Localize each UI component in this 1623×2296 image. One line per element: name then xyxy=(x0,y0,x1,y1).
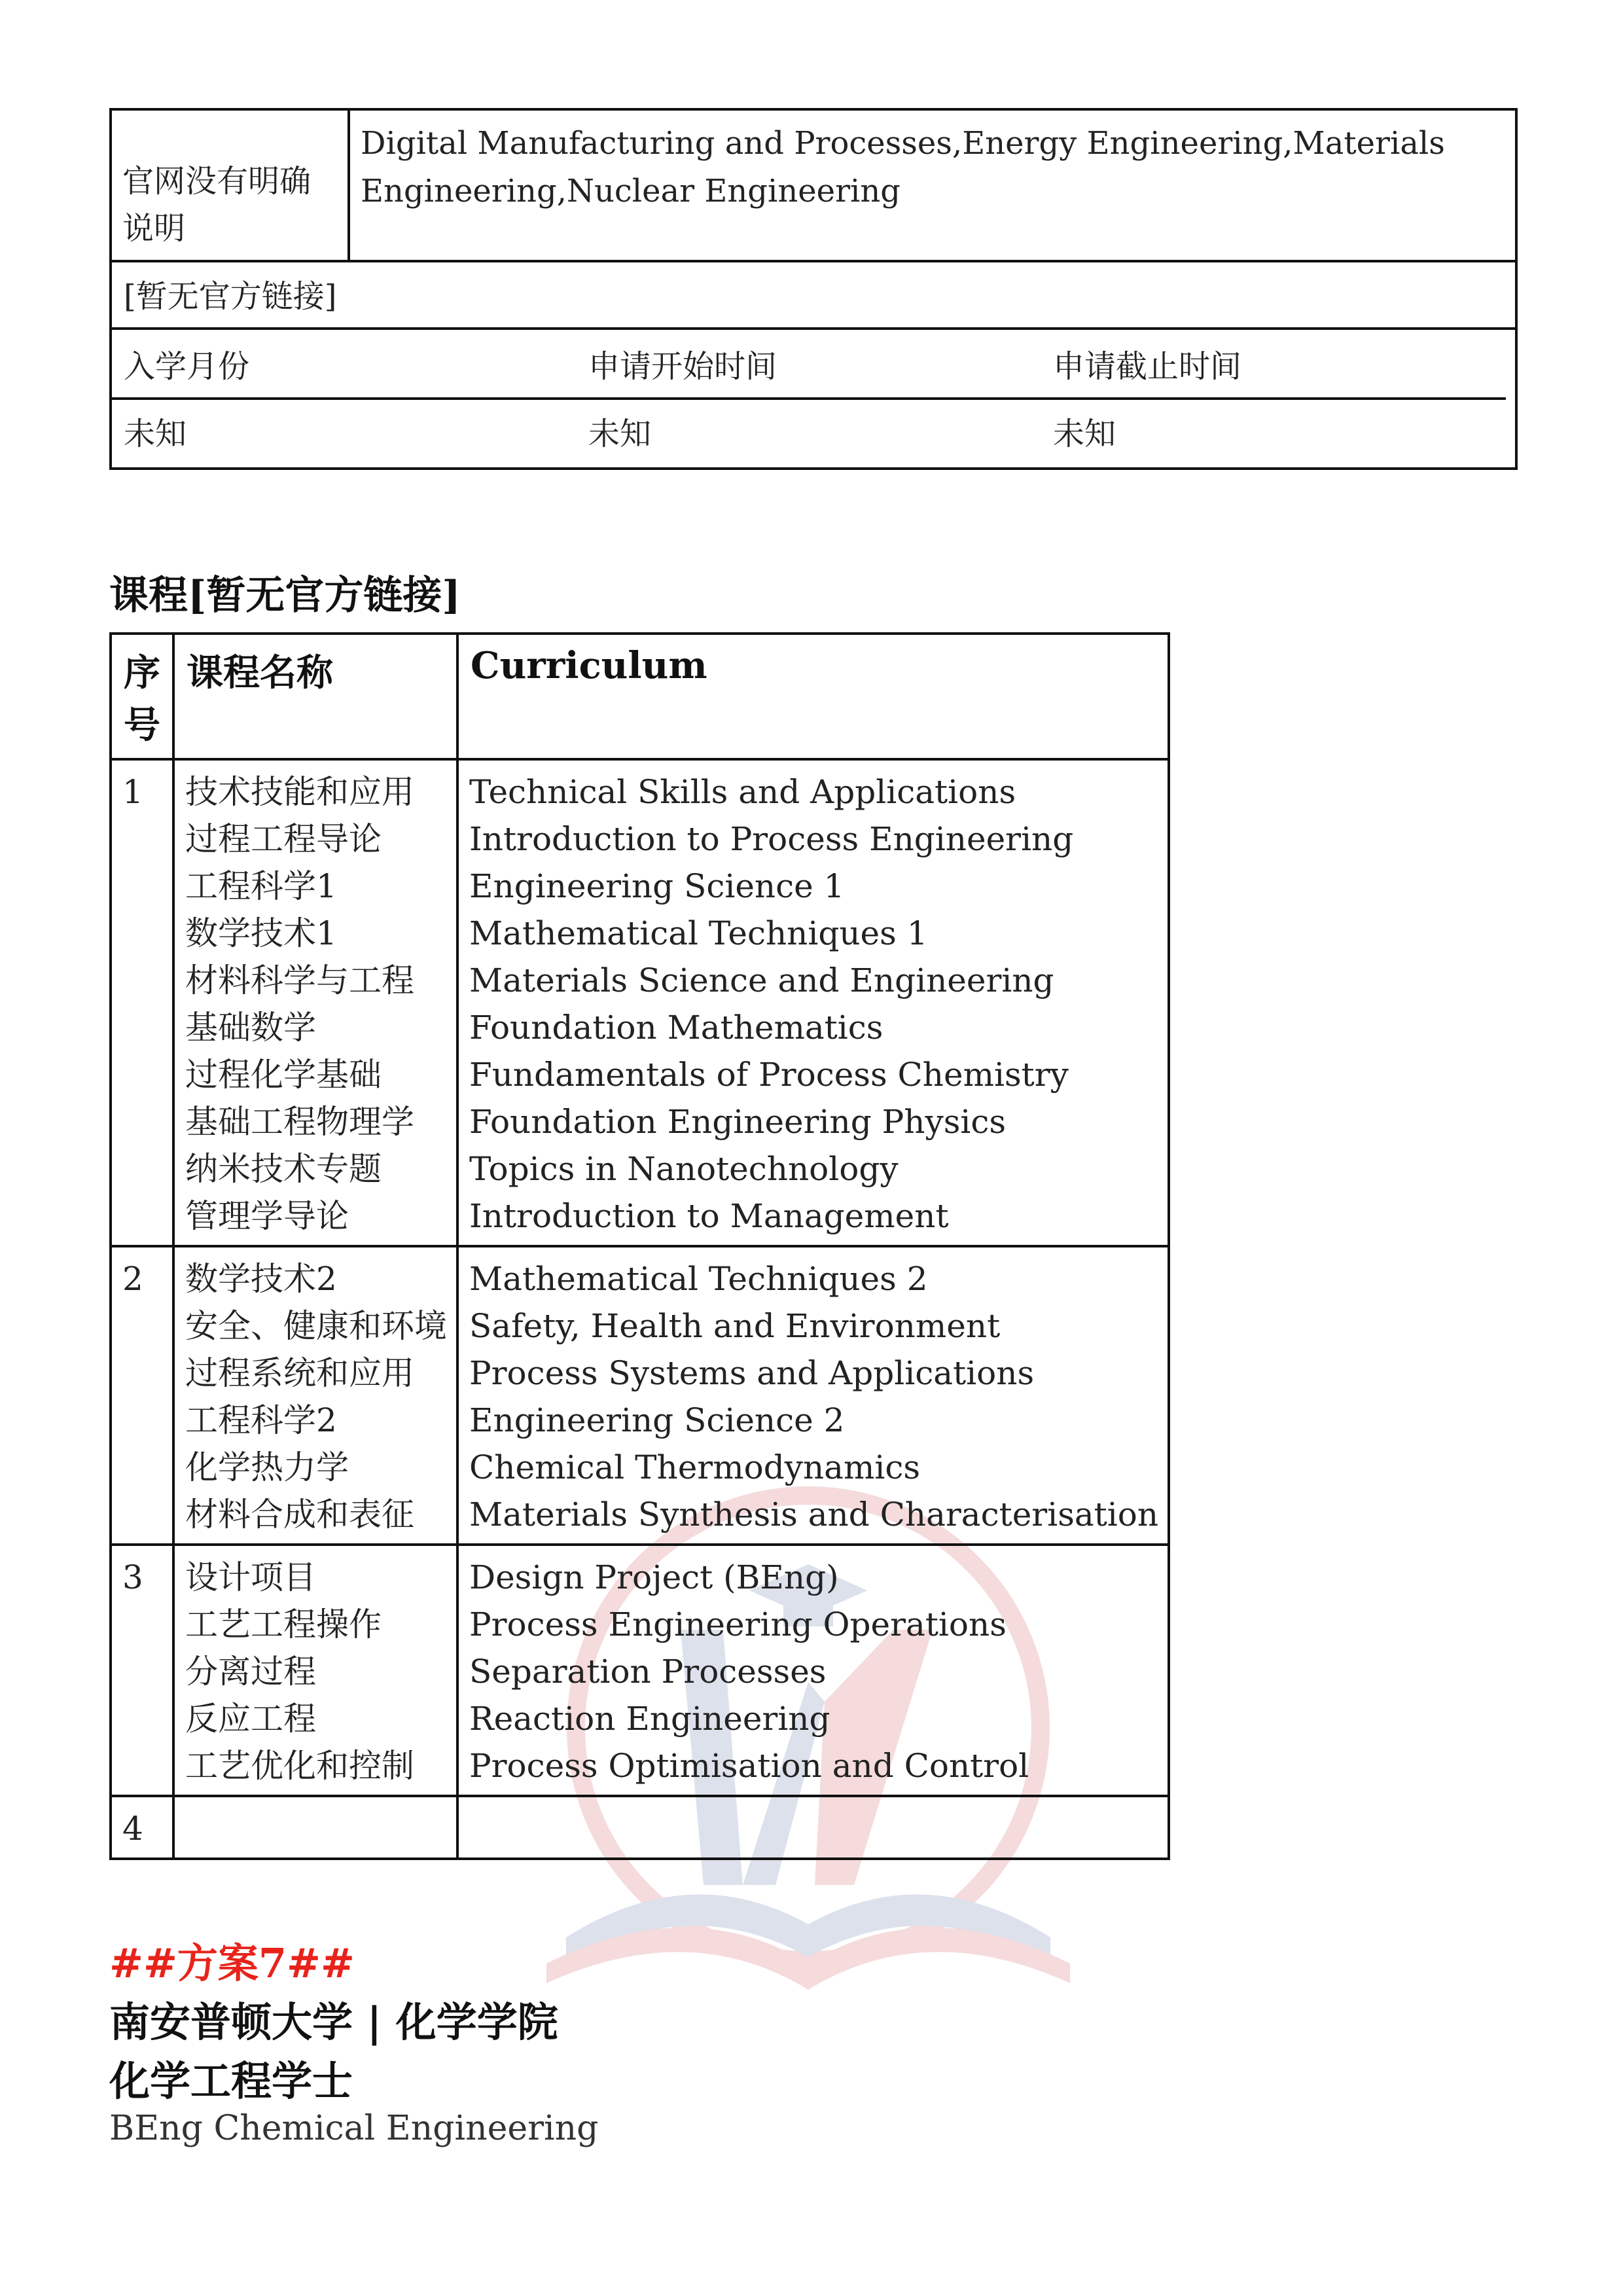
header-intake-month: 入学月份 xyxy=(112,330,577,399)
value-application-deadline: 未知 xyxy=(1053,416,1116,452)
course-name-cn: 工程科学2 xyxy=(185,1401,337,1439)
degree-title-en: BEng Chemical Engineering xyxy=(109,2109,599,2148)
course-name-cn: 工艺优化和控制 xyxy=(185,1747,414,1785)
course-name-en: Materials Synthesis and Characterisation xyxy=(469,1496,1159,1534)
course-name-cn: 材料科学与工程 xyxy=(185,961,414,999)
course-name-en: Foundation Mathematics xyxy=(469,1009,883,1047)
course-name-en: Introduction to Management xyxy=(469,1197,949,1235)
course-name-en: Engineering Science 2 xyxy=(469,1401,845,1439)
plan-tag: ##方案7## xyxy=(109,1939,355,1987)
course-name-en: Mathematical Techniques 2 xyxy=(469,1260,928,1298)
course-name-cn: 化学热力学 xyxy=(185,1448,349,1486)
year-index: 4 xyxy=(111,1796,173,1859)
course-name-en: Chemical Thermodynamics xyxy=(469,1448,921,1486)
course-names-cn xyxy=(173,1545,457,1796)
value-intake-month: 未知 xyxy=(124,416,187,452)
course-name-cn: 过程系统和应用 xyxy=(185,1354,414,1392)
header-course-name: 课程名称 xyxy=(173,634,457,759)
degree-title-cn: 化学工程学士 xyxy=(109,2057,353,2105)
course-name-cn: 技术技能和应用 xyxy=(185,773,414,811)
course-name-cn: 基础数学 xyxy=(185,1009,316,1047)
course-name-cn: 过程工程导论 xyxy=(185,820,382,858)
course-name-en: Topics in Nanotechnology xyxy=(469,1150,899,1188)
table-row xyxy=(111,1796,1169,1859)
course-name-cn: 分离过程 xyxy=(185,1653,316,1691)
course-name-en: Materials Science and Engineering xyxy=(469,961,1054,999)
course-name-en: Reaction Engineering xyxy=(469,1700,830,1738)
course-names-en xyxy=(457,759,1169,1246)
header-curriculum: Curriculum xyxy=(457,634,1169,759)
course-name-en: Introduction to Process Engineering xyxy=(469,820,1074,858)
course-name-cn: 纳米技术专题 xyxy=(185,1150,382,1188)
course-name-cn: 工程科学1 xyxy=(185,867,337,905)
program-info-table xyxy=(109,108,1518,470)
intake-dates-table xyxy=(112,330,1506,467)
value-application-start: 未知 xyxy=(588,416,652,452)
course-name-en: Fundamentals of Process Chemistry xyxy=(469,1056,1069,1094)
table-row xyxy=(111,1545,1169,1796)
year-index: 1 xyxy=(111,759,173,1246)
course-name-en: Mathematical Techniques 1 xyxy=(469,914,928,952)
course-name-en: Engineering Science 1 xyxy=(469,867,845,905)
course-names-cn xyxy=(173,1246,457,1545)
header-index: 序号 xyxy=(111,634,173,759)
course-name-en: Design Project (BEng) xyxy=(469,1558,839,1596)
header-application-start: 申请开始时间 xyxy=(577,330,1041,399)
course-name-cn: 数学技术1 xyxy=(185,914,337,952)
course-names-en xyxy=(457,1246,1169,1545)
course-name-en: Process Engineering Operations xyxy=(469,1605,1007,1643)
curriculum-table xyxy=(109,632,1170,1860)
course-name-en: Foundation Engineering Physics xyxy=(469,1103,1007,1141)
course-names-en xyxy=(457,1796,1169,1859)
curriculum-section-title: 课程[暂无官方链接] xyxy=(109,573,461,619)
course-name-en: Process Optimisation and Control xyxy=(469,1747,1029,1785)
course-name-cn: 工艺工程操作 xyxy=(185,1605,382,1643)
course-names-cn xyxy=(173,759,457,1246)
course-name-cn: 材料合成和表征 xyxy=(185,1496,414,1534)
table-row xyxy=(111,759,1169,1246)
course-name-en: Technical Skills and Applications xyxy=(469,773,1016,811)
course-name-cn: 过程化学基础 xyxy=(185,1056,382,1094)
course-names-cn xyxy=(173,1796,457,1859)
official-link-placeholder: [暂无官方链接] xyxy=(111,261,1516,329)
course-name-en: Process Systems and Applications xyxy=(469,1354,1035,1392)
course-names-en xyxy=(457,1545,1169,1796)
course-name-cn: 设计项目 xyxy=(185,1558,316,1596)
course-name-cn: 数学技术2 xyxy=(185,1260,337,1298)
table-row xyxy=(111,1246,1169,1545)
related-majors: Digital Manufacturing and Processes,Energy Engineering,Materials Engineering,Nuclear Engineering xyxy=(349,109,1516,261)
year-index: 2 xyxy=(111,1246,173,1545)
course-name-cn: 基础工程物理学 xyxy=(185,1103,414,1141)
year-index: 3 xyxy=(111,1545,173,1796)
info-label: 官网没有明确说明 xyxy=(111,109,349,261)
course-name-en: Separation Processes xyxy=(469,1653,827,1691)
course-name-cn: 管理学导论 xyxy=(185,1197,349,1235)
course-name-cn: 反应工程 xyxy=(185,1700,316,1738)
curriculum-body xyxy=(111,759,1169,1859)
header-application-deadline: 申请截止时间 xyxy=(1041,330,1506,399)
university-school: 南安普顿大学 | 化学学院 xyxy=(109,1998,558,2046)
intake-dates-cell xyxy=(111,329,1516,469)
course-name-cn: 安全、健康和环境 xyxy=(185,1307,447,1345)
course-name-en: Safety, Health and Environment xyxy=(469,1307,1001,1345)
